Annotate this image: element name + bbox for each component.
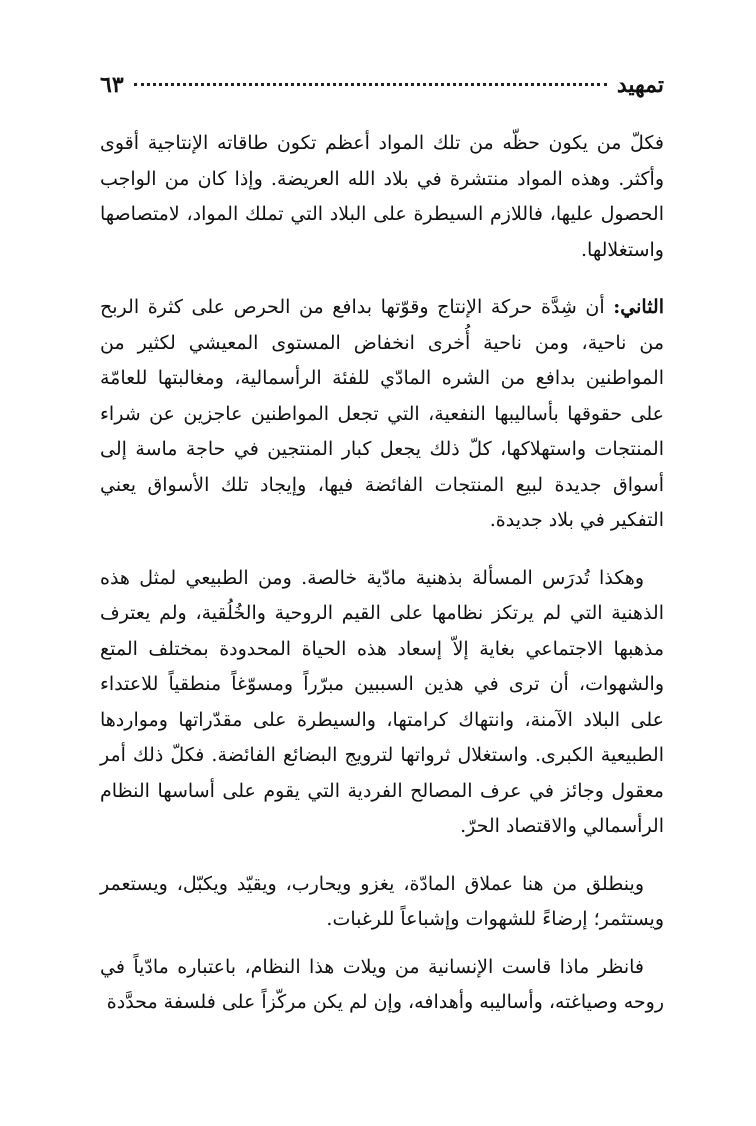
paragraph-text: أن شِدَّة حركة الإنتاج وقوّتها بدافع من الحرص على كثرة الربح من ناحية، ومن ناحية أُخرى انخفاض المستوى المعيشي لكثير من المواطنين بدافع من الشره المادّي للفئة الرأسمالية، ومغالبتها للعامّة على حقوقها بأساليبها النفعية، التي تجعل المواطنين عاجزين عن شراء المنتجات واستهلاكها، كلّ ذلك يجعل كبار المنتجين في حاجة ماسة إلى أسواق جديدة لبيع المنتجات الفائضة فيها، وإيجاد تلك الأسواق يعني التفكير في بلاد جديدة.: [100, 296, 664, 531]
paragraph-1: [100, 126, 664, 268]
paragraph-5: [100, 950, 664, 1021]
paragraph-text: وهكذا تُدرَس المسألة بذهنية مادّية خالصة. ومن الطبيعي لمثل هذه الذهنية التي لم يرتكز نظامها على القيم الروحية والخُلُقية، ولم يعترف مذهبها الاجتماعي بغاية إلاّ إسعاد هذه الحياة المحدودة بمختلف المتع والشهوات، أن ترى في هذين السببين مبرّراً ومسوّغاً منطقياً للاعتداء على البلاد الآمنة، وانتهاك كرامتها، والسيطرة على مقدّراتها ومواردها الطبيعية الكبرى. واستغلال ثرواتها لترويج البضائع الفائضة. فكلّ ذلك أمر معقول وجائز في عرف المصالح الفردية التي يقوم على أساسها النظام الرأسمالي والاقتصاد الحرّ.: [100, 566, 664, 837]
paragraph-3: [100, 561, 664, 845]
dot-leader: [134, 83, 607, 86]
paragraph-text: فانظر ماذا قاست الإنسانية من ويلات هذا النظام، باعتباره مادّياً في روحه وصياغته، وأساليبه وأهدافه، وإن لم يكن مركّزاً على فلسفة محدَّدة: [100, 955, 664, 1013]
paragraph-text: وينطلق من هنا عملاق المادّة، يغزو ويحارب، ويقيّد ويكبّل، ويستعمر ويستثمر؛ إرضاءً للشهوات وإشباعاً للرغبات.: [100, 872, 664, 930]
running-head: [100, 72, 664, 112]
paragraph-2: [100, 290, 664, 539]
paragraph-lead: الثاني:: [613, 296, 664, 318]
paragraph-4: [100, 867, 664, 938]
chapter-title: تمهيد: [616, 72, 664, 98]
page-number: ٦٣: [100, 72, 124, 98]
paragraph-text: فكلّ من يكون حظّه من تلك المواد أعظم تكون طاقاته الإنتاجية أقوى وأكثر. وهذه المواد منتشرة في بلاد الله العريضة. وإذا كان من الواجب الحصول عليها، فاللازم السيطرة على البلاد التي تملك المواد، لامتصاصها واستغلالها.: [100, 132, 664, 261]
